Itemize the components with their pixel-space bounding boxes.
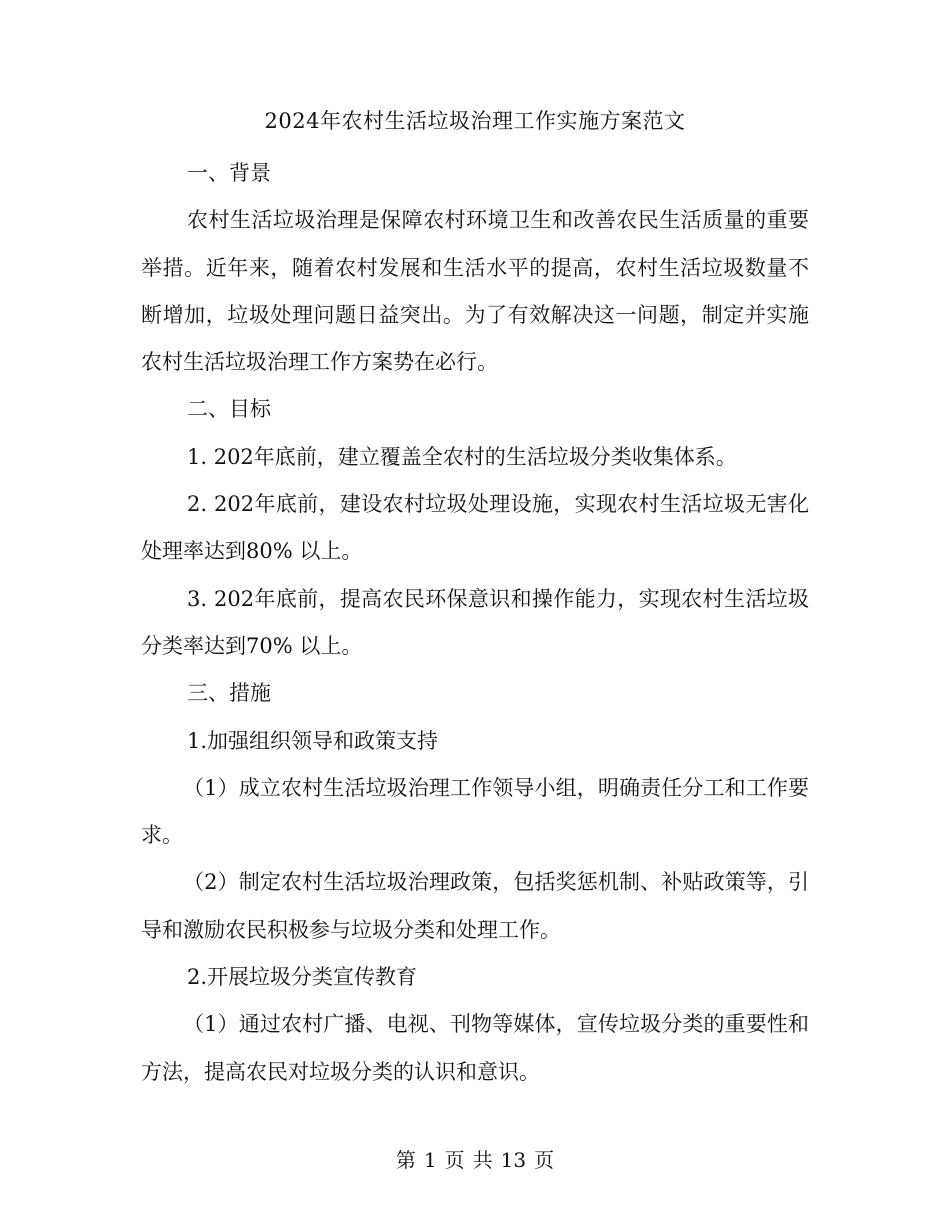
measure-item-2-1: （1）通过农村广播、电视、刊物等媒体，宣传垃圾分类的重要性和方法，提高农民对垃圾分类的认识和意识。 <box>141 1012 809 1084</box>
footer-di: 第 <box>395 1148 416 1172</box>
section-heading-goals: 二、目标 <box>187 397 271 422</box>
page-footer <box>0 1146 950 1174</box>
measure-item-1-2: （2）制定农村生活垃圾治理政策，包括奖惩机制、补贴政策等，引导和激励农民积极参与垃圾分类和处理工作。 <box>141 870 809 942</box>
goal-item-2: 2. 202年底前，建设农村垃圾处理设施，实现农村生活垃圾无害化处理率达到80% 以上。 <box>141 492 809 564</box>
goal-item-1: 1. 202年底前，建立覆盖全农村的生活垃圾分类收集体系。 <box>187 444 737 469</box>
footer-gong: 共 <box>472 1148 493 1172</box>
document-body <box>141 150 809 1096</box>
section-heading-measures: 三、措施 <box>187 681 271 706</box>
footer-total-pages: 13 <box>500 1148 527 1172</box>
section-heading-background: 一、背景 <box>187 161 271 185</box>
measure-heading-1: 1.加强组织领导和政策支持 <box>187 728 439 753</box>
footer-ye2: 页 <box>534 1148 555 1172</box>
footer-current-page: 1 <box>423 1148 437 1172</box>
measure-heading-2: 2.开展垃圾分类宣传教育 <box>187 965 418 990</box>
goal-item-3: 3. 202年底前，提高农民环保意识和操作能力，实现农村生活垃圾分类率达到70% 以上。 <box>141 586 809 658</box>
paragraph-background: 农村生活垃圾治理是保障农村环境卫生和改善农民生活质量的重要举措。近年来，随着农村发展和生活水平的提高，农村生活垃圾数量不断增加，垃圾处理问题日益突出。为了有效解决这一问题，制定并实施农村生活垃圾治理工作方案势在必行。 <box>141 208 809 375</box>
measure-item-1-1: （1）成立农村生活垃圾治理工作领导小组，明确责任分工和工作要求。 <box>141 775 809 848</box>
document-title: 2024年农村生活垃圾治理工作实施方案范文 <box>264 109 686 133</box>
footer-ye: 页 <box>444 1148 465 1172</box>
